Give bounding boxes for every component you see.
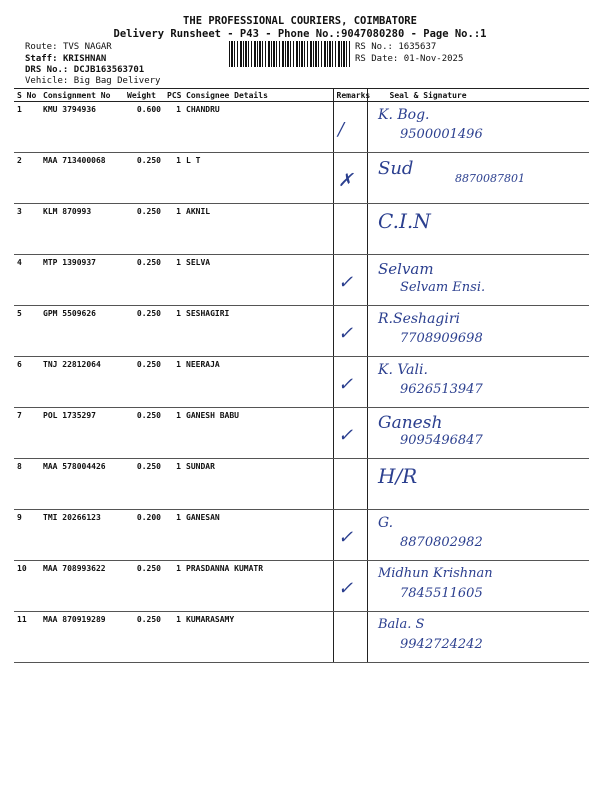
row-consignee: GANESAN xyxy=(183,510,333,561)
table-row xyxy=(14,561,589,612)
staff-label: Staff: xyxy=(25,54,58,64)
rs-no-line xyxy=(355,42,436,52)
col-remarks: Remarks xyxy=(333,89,367,102)
table-header-row xyxy=(14,89,589,102)
row-consignment-no: KLM 870993 xyxy=(40,204,124,255)
row-consignee: GANESH BABU xyxy=(183,408,333,459)
route-line xyxy=(25,42,112,52)
remark-tick: ✓ xyxy=(338,323,354,344)
vehicle-value: Big Bag Delivery xyxy=(73,76,161,86)
barcode-image xyxy=(229,41,352,67)
col-pcs: PCS xyxy=(164,89,183,102)
signature-handwriting: Ganesh xyxy=(378,413,443,433)
row-weight: 0.250 xyxy=(124,612,164,663)
phone-handwriting: 9626513947 xyxy=(400,382,483,397)
row-remarks xyxy=(333,459,367,510)
row-consignment-no: MAA 713400068 xyxy=(40,153,124,204)
row-consignment-no: POL 1735297 xyxy=(40,408,124,459)
phone-handwriting: 9095496847 xyxy=(400,433,483,448)
row-consignee: NEERAJA xyxy=(183,357,333,408)
row-pcs: 1 xyxy=(164,204,183,255)
route-label: Route: xyxy=(25,42,58,52)
drs-value: DCJB163563701 xyxy=(73,65,145,75)
row-pcs: 1 xyxy=(164,357,183,408)
row-consignment-no: TMI 20266123 xyxy=(40,510,124,561)
signature-handwriting: C.I.N xyxy=(378,209,431,233)
staff-value: KRISHNAN xyxy=(62,54,107,64)
phone-handwriting: 9500001496 xyxy=(400,127,483,142)
phone-handwriting: 8870802982 xyxy=(400,535,483,550)
row-sno: 6 xyxy=(14,357,40,408)
company-title: THE PROFESSIONAL COURIERS, COIMBATORE xyxy=(183,15,417,27)
col-sno: S No xyxy=(14,89,40,102)
phone-handwriting: Selvam Ensi. xyxy=(400,280,486,295)
row-weight: 0.250 xyxy=(124,306,164,357)
row-weight: 0.200 xyxy=(124,510,164,561)
row-consignee: PRASDANNA KUMATR xyxy=(183,561,333,612)
remark-tick: ✓ xyxy=(338,272,354,293)
rs-date-value: 01-Nov-2025 xyxy=(403,54,464,64)
vehicle-label: Vehicle: xyxy=(25,76,69,86)
row-sno: 10 xyxy=(14,561,40,612)
row-consignment-no: MAA 870919289 xyxy=(40,612,124,663)
row-sno: 5 xyxy=(14,306,40,357)
row-consignment-no: KMU 3794936 xyxy=(40,102,124,153)
row-weight: 0.250 xyxy=(124,204,164,255)
row-sno: 3 xyxy=(14,204,40,255)
rs-date-label: RS Date: xyxy=(355,54,399,64)
table-row xyxy=(14,102,589,153)
row-sno: 11 xyxy=(14,612,40,663)
table-row xyxy=(14,408,589,459)
staff-line xyxy=(25,54,106,64)
signature-handwriting: Sud xyxy=(378,158,414,179)
signature-handwriting: Midhun Krishnan xyxy=(378,566,493,581)
row-sno: 2 xyxy=(14,153,40,204)
col-consignee: Consignee Details xyxy=(183,89,333,102)
row-consignment-no: MAA 708993622 xyxy=(40,561,124,612)
signature-handwriting: H/R xyxy=(378,464,418,488)
vehicle-line xyxy=(25,76,160,86)
row-sno: 8 xyxy=(14,459,40,510)
signature-handwriting: G. xyxy=(378,515,394,531)
table-row xyxy=(14,357,589,408)
row-pcs: 1 xyxy=(164,102,183,153)
col-weight: Weight xyxy=(124,89,164,102)
rs-no-value: 1635637 xyxy=(398,42,437,52)
row-pcs: 1 xyxy=(164,561,183,612)
phone-handwriting: 7708909698 xyxy=(400,331,483,346)
row-remarks xyxy=(333,612,367,663)
row-weight: 0.250 xyxy=(124,255,164,306)
col-consignment: Consignment No xyxy=(40,89,124,102)
table-row xyxy=(14,612,589,663)
table-row xyxy=(14,459,589,510)
row-pcs: 1 xyxy=(164,459,183,510)
route-value: TVS NAGAR xyxy=(62,42,112,52)
row-weight: 0.250 xyxy=(124,459,164,510)
row-remarks xyxy=(333,204,367,255)
row-pcs: 1 xyxy=(164,306,183,357)
row-consignee: SELVA xyxy=(183,255,333,306)
phone-handwriting: 8870087801 xyxy=(455,172,525,185)
col-signature: Seal & Signature xyxy=(367,89,589,102)
phone-handwriting: 9942724242 xyxy=(400,637,483,652)
row-weight: 0.250 xyxy=(124,153,164,204)
table-row xyxy=(14,306,589,357)
row-consignee: L T xyxy=(183,153,333,204)
row-consignee: SESHAGIRI xyxy=(183,306,333,357)
row-sno: 4 xyxy=(14,255,40,306)
row-consignment-no: GPM 5509626 xyxy=(40,306,124,357)
row-consignee: KUMARASAMY xyxy=(183,612,333,663)
table-row xyxy=(14,510,589,561)
table-row xyxy=(14,255,589,306)
row-weight: 0.250 xyxy=(124,561,164,612)
signature-handwriting: R.Seshagiri xyxy=(378,311,461,327)
remark-tick: ✓ xyxy=(338,578,354,599)
signature-handwriting: Bala. S xyxy=(378,617,425,632)
remark-tick: ✓ xyxy=(338,425,354,446)
row-sno: 7 xyxy=(14,408,40,459)
signature-handwriting: Selvam xyxy=(378,260,434,278)
rs-no-label: RS No.: xyxy=(355,42,393,52)
row-weight: 0.600 xyxy=(124,102,164,153)
row-consignee: SUNDAR xyxy=(183,459,333,510)
row-pcs: 1 xyxy=(164,153,183,204)
row-weight: 0.250 xyxy=(124,357,164,408)
phone-handwriting: 7845511605 xyxy=(400,586,483,601)
rs-date-line xyxy=(355,54,463,64)
row-consignment-no: TNJ 22812064 xyxy=(40,357,124,408)
row-consignee: CHANDRU xyxy=(183,102,333,153)
remark-tick: ✗ xyxy=(338,170,354,191)
remark-tick: ✓ xyxy=(338,527,354,548)
row-pcs: 1 xyxy=(164,510,183,561)
row-pcs: 1 xyxy=(164,408,183,459)
remark-tick: ✓ xyxy=(338,374,354,395)
table-row xyxy=(14,204,589,255)
row-sno: 9 xyxy=(14,510,40,561)
row-consignee: AKNIL xyxy=(183,204,333,255)
row-consignment-no: MAA 578004426 xyxy=(40,459,124,510)
row-sno: 1 xyxy=(14,102,40,153)
drs-label: DRS No.: xyxy=(25,65,69,75)
row-weight: 0.250 xyxy=(124,408,164,459)
signature-handwriting: K. Bog. xyxy=(378,107,430,123)
row-pcs: 1 xyxy=(164,255,183,306)
row-consignment-no: MTP 1390937 xyxy=(40,255,124,306)
row-pcs: 1 xyxy=(164,612,183,663)
remark-tick: / xyxy=(338,119,345,140)
runsheet-subtitle: Delivery Runsheet - P43 - Phone No.:9047080280 - Page No.:1 xyxy=(113,28,487,40)
signature-handwriting: K. Vali. xyxy=(378,362,428,378)
drs-line xyxy=(25,65,144,75)
